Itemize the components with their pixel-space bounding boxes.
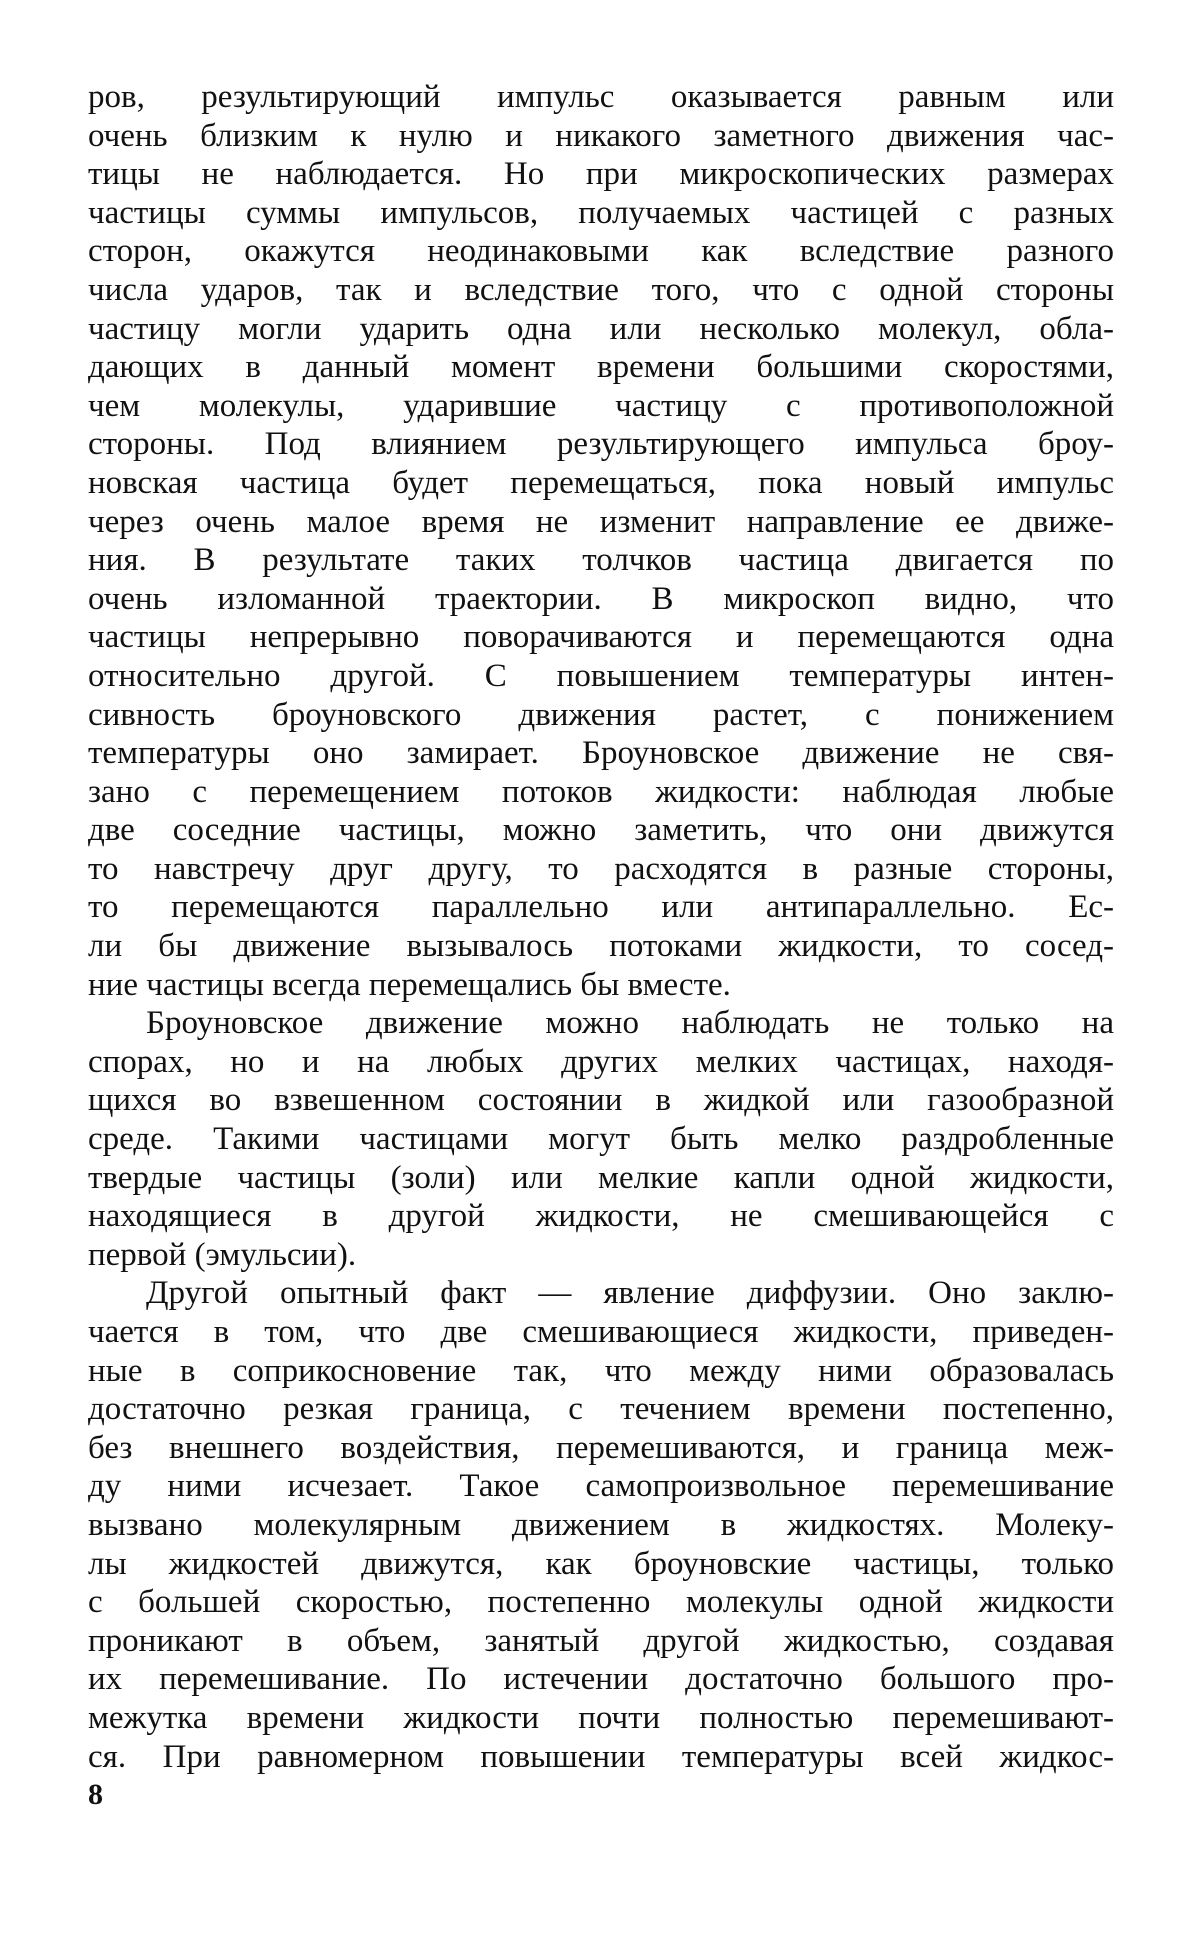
- text-line: температуры оно замирает. Броуновское движение не свя-: [88, 735, 1114, 772]
- text-line: щихся во взвешенном состоянии в жидкой или газообразной: [88, 1082, 1114, 1119]
- text-line: их перемешивание. По истечении достаточно большого про-: [88, 1661, 1114, 1698]
- text-line: частицу могли ударить одна или несколько молекул, обла-: [88, 310, 1114, 347]
- text-line: первой (эмульсии).: [88, 1236, 357, 1273]
- text-line: числа ударов, так и вследствие того, что с одной стороны: [88, 271, 1114, 308]
- text-line: сивность броуновского движения растет, с понижением: [88, 696, 1114, 733]
- text-line: спорах, но и на любых других мелких частицах, находя-: [88, 1043, 1114, 1080]
- text-line: среде. Такими частицами могут быть мелко раздробленные: [88, 1121, 1114, 1158]
- paragraph-1: [88, 78, 1114, 1004]
- text-line: ров, результирующий импульс оказывается равным или: [88, 79, 1114, 115]
- text-line: сторон, окажутся неодинаковыми как вследствие разного: [88, 233, 1114, 270]
- paragraph-3: [88, 1274, 1114, 1776]
- text-line: ду ними исчезает. Такое самопроизвольное перемешивание: [88, 1468, 1114, 1505]
- text-line: стороны. Под влиянием результирующего импульса броу-: [88, 426, 1114, 463]
- text-line: ли бы движение вызывалось потоками жидкости, то сосед-: [88, 928, 1114, 965]
- text-line: Другой опытный факт — явление диффузии. Оно заклю-: [146, 1275, 1114, 1312]
- text-line: достаточно резкая граница, с течением времени постепенно,: [88, 1391, 1114, 1428]
- text-line: твердые частицы (золи) или мелкие капли одной жидкости,: [88, 1159, 1114, 1196]
- text-line: лы жидкостей движутся, как броуновские частицы, только: [88, 1545, 1114, 1582]
- text-line: тицы не наблюдается. Но при микроскопических размерах: [88, 156, 1114, 193]
- text-line: очень близким к нулю и никакого заметного движения час-: [88, 117, 1114, 154]
- text-line: находящиеся в другой жидкости, не смешивающейся с: [88, 1198, 1114, 1235]
- text-line: чается в том, что две смешивающиеся жидкости, приведен-: [88, 1314, 1114, 1350]
- text-line: межутка времени жидкости почти полностью перемешивают-: [88, 1699, 1114, 1736]
- paragraph-2: [88, 1004, 1114, 1274]
- text-line: частицы непрерывно поворачиваются и перемещаются одна: [88, 619, 1114, 656]
- text-line: ся. При равномерном повышении температуры всей жидкос-: [88, 1738, 1114, 1775]
- text-line: частицы суммы импульсов, получаемых частицей с разных: [88, 194, 1114, 231]
- text-line: новская частица будет перемещаться, пока новый импульс: [88, 464, 1114, 501]
- text-line: дающих в данный момент времени большими скоростями,: [88, 349, 1114, 386]
- text-line: то перемещаются параллельно или антипараллельно. Ес-: [88, 889, 1114, 926]
- text-line: вызвано молекулярным движением в жидкостях. Молеку-: [88, 1506, 1114, 1543]
- page-body: [88, 78, 1114, 1776]
- text-line: ные в соприкосновение так, что между ними образовалась: [88, 1352, 1114, 1389]
- text-line: с большей скоростью, постепенно молекулы одной жидкости: [88, 1584, 1114, 1621]
- text-line: ния. В результате таких толчков частица двигается по: [88, 542, 1114, 579]
- text-line: то навстречу друг другу, то расходятся в разные стороны,: [88, 850, 1114, 887]
- text-line: зано с перемещением потоков жидкости: наблюдая любые: [88, 773, 1114, 810]
- text-line: чем молекулы, ударившие частицу с противоположной: [88, 387, 1114, 424]
- text-line: две соседние частицы, можно заметить, что они движутся: [88, 812, 1114, 849]
- text-line: ние частицы всегда перемещались бы вместе.: [88, 966, 731, 1003]
- text-line: проникают в объем, занятый другой жидкостью, создавая: [88, 1622, 1114, 1659]
- text-line: относительно другой. С повышением температуры интен-: [88, 657, 1114, 694]
- page-number: 8: [88, 1778, 103, 1811]
- text-line: Броуновское движение можно наблюдать не только на: [146, 1005, 1114, 1042]
- text-line: без внешнего воздействия, перемешиваются, и граница меж-: [88, 1429, 1114, 1466]
- text-line: через очень малое время не изменит направление ее движе-: [88, 503, 1114, 540]
- text-line: очень изломанной траектории. В микроскоп видно, что: [88, 580, 1114, 617]
